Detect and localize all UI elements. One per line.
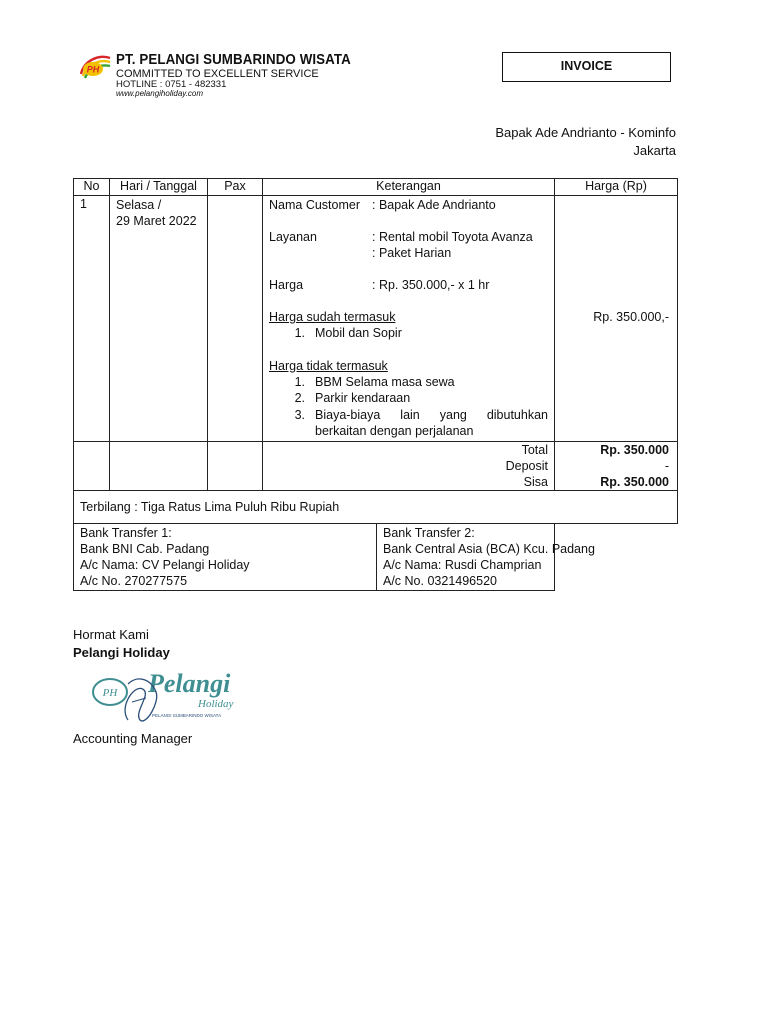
company-tagline: COMMITTED TO EXCELLENT SERVICE xyxy=(116,68,319,80)
header-description: Keterangan xyxy=(263,179,555,196)
terbilang-row xyxy=(74,491,678,524)
company-name: PT. PELANGI SUMBARINDO WISATA xyxy=(116,52,351,68)
stamp-mark-text: PH xyxy=(102,687,118,699)
row-date xyxy=(110,196,208,442)
total-value: Rp. 350.000 xyxy=(600,443,669,457)
row-price: Rp. 350.000,- xyxy=(593,310,669,324)
row-date-value: 29 Maret 2022 xyxy=(116,214,197,228)
customer-label: Nama Customer xyxy=(269,198,360,212)
bank1-title: Bank Transfer 1: xyxy=(80,526,172,540)
balance-label: Sisa xyxy=(523,475,548,489)
row-number: 1 xyxy=(74,196,110,442)
invoice-title: INVOICE xyxy=(502,52,671,82)
stamp-sub-text: Holiday xyxy=(198,698,234,710)
row-pax xyxy=(208,196,263,442)
deposit-value: - xyxy=(664,459,669,473)
bank2-account-number: A/c No. 0321496520 xyxy=(383,573,497,588)
price-label: Harga xyxy=(269,278,304,292)
excluded-item-number: 2. xyxy=(294,391,305,405)
stamp-brand-text: Pelangi xyxy=(148,669,231,698)
signatory-role: Accounting Manager xyxy=(73,731,193,746)
table-header-row xyxy=(74,179,678,196)
closing-block xyxy=(73,626,170,662)
summary-row xyxy=(74,442,678,491)
summary-values xyxy=(555,442,678,491)
service-value-2: : Paket Harian xyxy=(372,246,452,260)
bank-transfer-2 xyxy=(376,524,677,590)
list-item xyxy=(269,374,548,391)
deposit-label: Deposit xyxy=(505,459,548,473)
bank2-bank: Bank Central Asia (BCA) Kcu. Padang xyxy=(383,541,595,556)
included-item-number: 1. xyxy=(294,326,305,340)
company-stamp-signature xyxy=(88,662,256,728)
bank1-account-name: A/c Nama: CV Pelangi Holiday xyxy=(80,558,250,572)
bank2-account-name: A/c Nama: Rusdi Champrian xyxy=(383,557,542,572)
row-description xyxy=(263,196,555,442)
header-no: No xyxy=(74,179,110,196)
company-hotline: HOTLINE : 0751 - 482331 xyxy=(116,79,227,90)
amount-in-words: Terbilang : Tiga Ratus Lima Puluh Ribu Rupiah xyxy=(74,491,678,524)
list-item xyxy=(269,325,548,342)
stamp-caption-text: PELANGI SUMBARINDO WISATA xyxy=(152,713,222,718)
service-value-1: : Rental mobil Toyota Avanza xyxy=(372,230,533,244)
bank1-account-number: A/c No. 270277575 xyxy=(80,574,188,588)
company-website: www.pelangiholiday.com xyxy=(116,89,204,98)
header-price: Harga (Rp) xyxy=(555,179,678,196)
price-value: : Rp. 350.000,- x 1 hr xyxy=(372,278,490,292)
header-pax: Pax xyxy=(208,179,263,196)
recipient-city: Jakarta xyxy=(633,143,676,158)
excluded-item-number: 1. xyxy=(294,374,305,389)
recipient-name: Bapak Ade Andrianto - Kominfo xyxy=(495,125,676,140)
row-day: Selasa / xyxy=(116,198,162,212)
excluded-item-number: 3. xyxy=(294,407,305,422)
summary-labels xyxy=(263,442,555,491)
closing-company: Pelangi Holiday xyxy=(73,645,170,660)
bank1-bank: Bank BNI Cab. Padang xyxy=(80,542,210,556)
excluded-title: Harga tidak termasuk xyxy=(269,358,388,373)
header-date: Hari / Tanggal xyxy=(110,179,208,196)
logo-mark-text: PH xyxy=(86,64,100,75)
company-header xyxy=(78,48,351,104)
company-logo-icon xyxy=(78,54,112,80)
list-item xyxy=(269,390,548,407)
excluded-item-text: Parkir kendaraan xyxy=(315,391,411,405)
total-label: Total xyxy=(521,443,548,457)
closing-greeting: Hormat Kami xyxy=(73,627,149,642)
excluded-item-text: Biaya-biaya lain yang dibutuhkan berkaitan dengan perjalanan xyxy=(315,407,548,438)
list-item xyxy=(269,407,548,440)
included-title: Harga sudah termasuk xyxy=(269,310,396,324)
included-item-text: Mobil dan Sopir xyxy=(315,326,402,340)
recipient-block xyxy=(495,124,676,160)
table-row xyxy=(74,196,678,442)
excluded-item-text: BBM Selama masa sewa xyxy=(315,374,455,389)
row-price-cell xyxy=(555,196,678,442)
bank2-title: Bank Transfer 2: xyxy=(383,525,475,540)
balance-value: Rp. 350.000 xyxy=(600,475,669,489)
service-label: Layanan xyxy=(269,230,317,244)
customer-value: : Bapak Ade Andrianto xyxy=(372,198,496,212)
